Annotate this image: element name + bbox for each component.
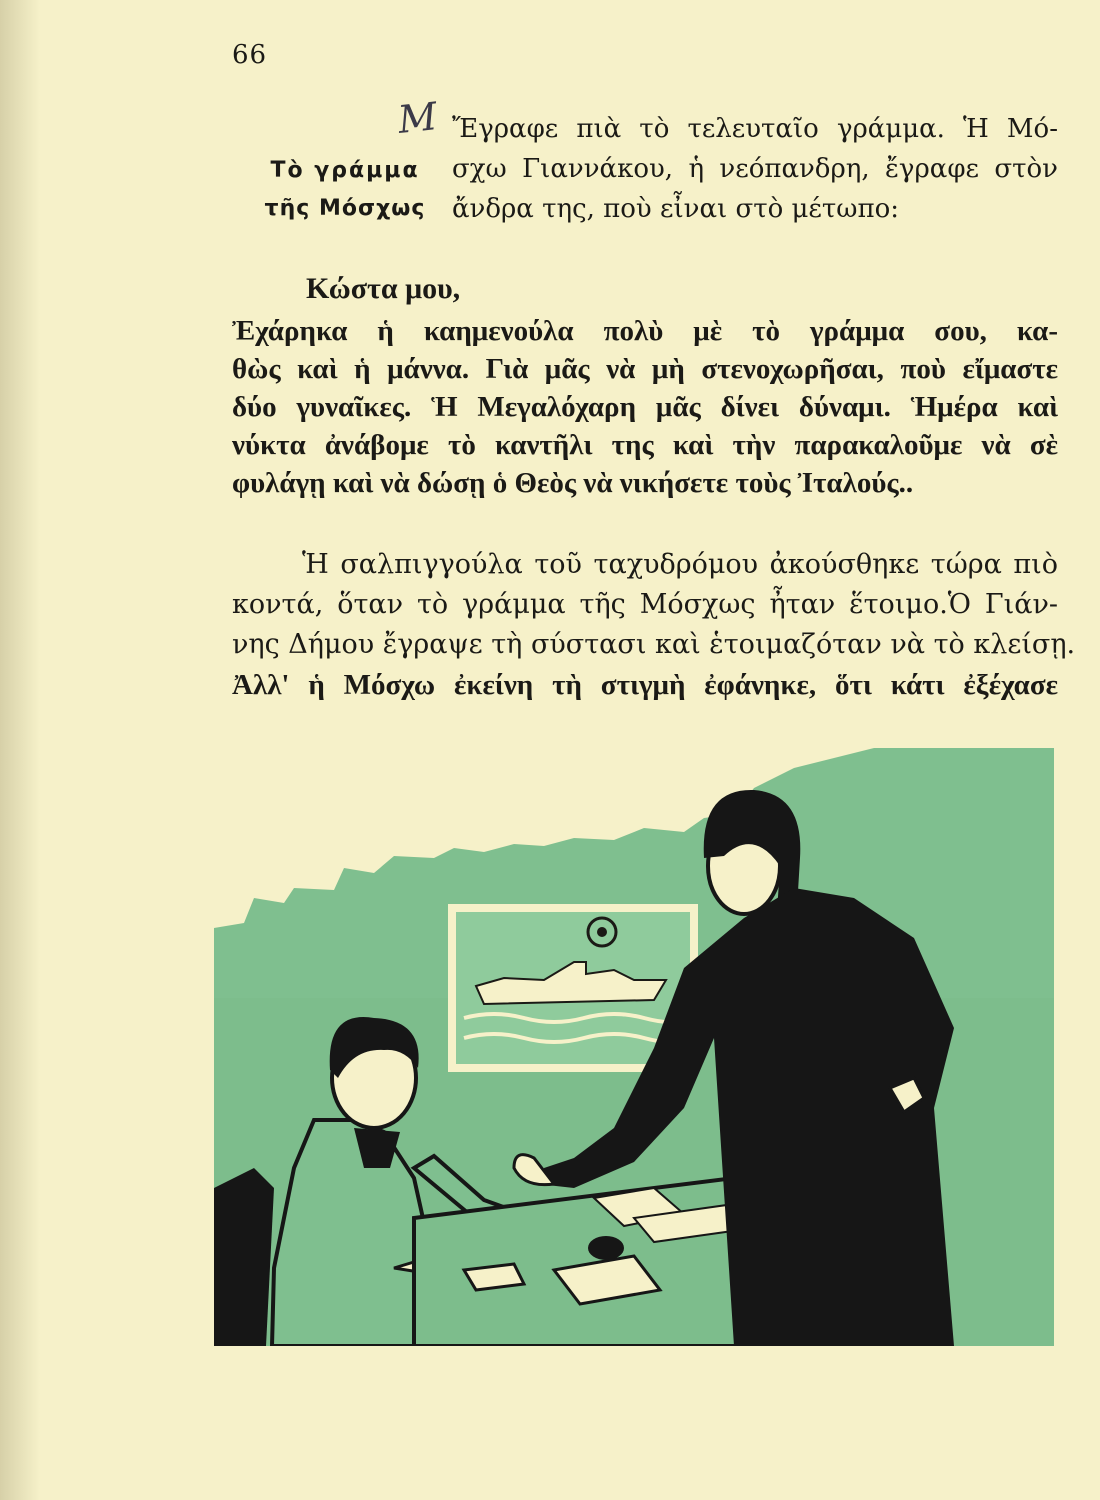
letter-line: φυλάγῃ καὶ νὰ δώσῃ ὁ Θεὸς νὰ νικήσετε τοὺς Ἰταλούς.. [232, 467, 914, 499]
intro-line: Ἔγραφε πιὰ τὸ τελευταῖο γράμμα. Ἡ Μό- [452, 114, 1058, 144]
side-title-line-1: Τὸ γράμμα [270, 158, 420, 183]
letter-salutation: Κώστα μου, [306, 272, 461, 305]
letter-line: νύκτα ἀνάβομε τὸ καντῆλι της καὶ τὴν παρακαλοῦμε νὰ σὲ [232, 429, 1058, 461]
intro-line: σχω Γιαννάκου, ἡ νεόπανδρη, ἔγραφε στὸν [452, 154, 1058, 184]
narrative-line: Ἡ σαλπιγγούλα τοῦ ταχυδρόμου ἀκούσθηκε τώρα πιὸ [302, 549, 1058, 580]
letter-line: θὼς καὶ ἡ μάννα. Γιὰ μᾶς νὰ μὴ στενοχωρῆσαι, ποὺ εἴμαστε [232, 353, 1058, 385]
intro-line: ἄνδρα της, ποὺ εἶναι στὸ μέτωπο: [452, 194, 899, 224]
narrative-line: νης Δήμου ἔγραψε τὴ σύστασι καὶ ἑτοιμαζόταν νὰ τὸ κλείσῃ. [232, 629, 1076, 660]
illustration [214, 748, 1054, 1346]
side-title-line-2: τῆς Μόσχως [264, 196, 426, 221]
narrative-line: κοντά, ὅταν τὸ γράμμα τῆς Μόσχως ἦταν ἕτοιμο.Ὁ Γιάν- [232, 589, 1058, 620]
page-gutter-shadow [0, 0, 40, 1500]
page-number: 66 [232, 40, 268, 70]
letter-line: Ἐχάρηκα ἡ καημενούλα πολὺ μὲ τὸ γράμμα σου, κα- [232, 315, 1058, 347]
side-title [250, 152, 440, 228]
handwritten-margin-mark: M [395, 94, 440, 142]
letter-line: δύο γυναῖκες. Ἡ Μεγαλόχαρη μᾶς δίνει δύναμι. Ἡμέρα καὶ [232, 391, 1058, 423]
narrative-line: Ἀλλ' ἡ Μόσχω ἐκείνη τὴ στιγμὴ ἐφάνηκε, ὅτι κάτι ἐξέχασε [232, 669, 1058, 701]
